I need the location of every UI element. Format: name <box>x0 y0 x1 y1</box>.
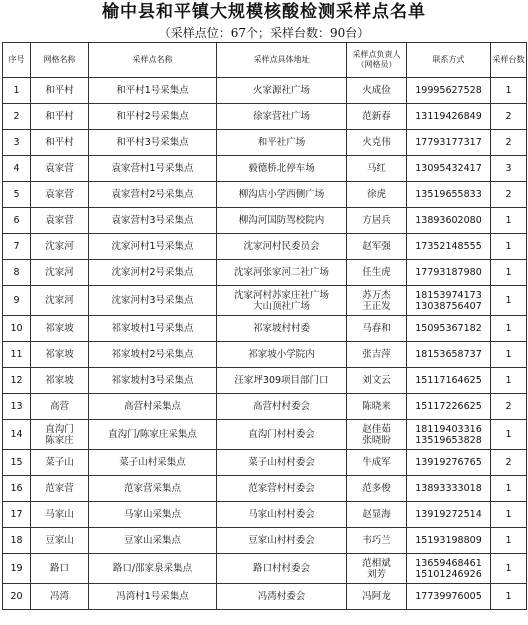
cell-grid: 祁家坡 <box>31 316 89 342</box>
cell-phone: 13893333018 <box>407 476 491 502</box>
cell-no: 16 <box>3 476 31 502</box>
cell-site: 祁家坡村3号采集点 <box>89 368 217 394</box>
cell-person: 火克伟 <box>347 130 407 156</box>
cell-grid: 高营 <box>31 394 89 420</box>
table-row <box>3 450 527 476</box>
cell-count: 3 <box>491 156 527 182</box>
cell-phone: 17352148555 <box>407 234 491 260</box>
cell-phone: 15095367182 <box>407 316 491 342</box>
table-row <box>3 502 527 528</box>
cell-site: 和平村1号采集点 <box>89 78 217 104</box>
cell-grid: 袁家营 <box>31 208 89 234</box>
cell-grid: 马家山 <box>31 502 89 528</box>
cell-grid: 范家营 <box>31 476 89 502</box>
cell-site: 和平村3号采集点 <box>89 130 217 156</box>
cell-address-line: 大山顶社广场 <box>252 300 310 312</box>
cell-person: 冯阿龙 <box>347 584 407 610</box>
cell-address: 冯湾村委会 <box>217 584 347 610</box>
table-row <box>3 130 527 156</box>
cell-address: 高营村村委会 <box>217 394 347 420</box>
cell-person: 马春和 <box>347 316 407 342</box>
cell-count: 1 <box>491 476 527 502</box>
table-row <box>3 584 527 610</box>
table-row <box>3 554 527 584</box>
cell-count: 1 <box>491 554 527 584</box>
table-body <box>3 78 527 610</box>
cell-count: 1 <box>491 260 527 286</box>
column-header-no: 序号 <box>3 43 31 78</box>
cell-no: 9 <box>3 286 31 316</box>
cell-count: 1 <box>491 528 527 554</box>
cell-phone <box>407 286 491 316</box>
cell-address: 毅德桥北停车场 <box>217 156 347 182</box>
table-row <box>3 286 527 316</box>
cell-count: 1 <box>491 208 527 234</box>
cell-address: 直沟门村村委会 <box>217 420 347 450</box>
table-row <box>3 260 527 286</box>
cell-no: 19 <box>3 554 31 584</box>
cell-no: 8 <box>3 260 31 286</box>
cell-person-line: 苏万杰 <box>362 289 391 301</box>
cell-person-line: 张晓盼 <box>362 434 391 446</box>
column-header-person: 采样点负责人（网格员） <box>347 43 407 78</box>
cell-person: 马红 <box>347 156 407 182</box>
cell-address: 沈家河张家河二社广场 <box>217 260 347 286</box>
cell-address: 豆家山村村委会 <box>217 528 347 554</box>
cell-no: 10 <box>3 316 31 342</box>
cell-grid: 沈家河 <box>31 286 89 316</box>
column-header-site: 采样点名称 <box>89 43 217 78</box>
cell-no: 3 <box>3 130 31 156</box>
cell-address: 范家营村村委会 <box>217 476 347 502</box>
cell-person <box>347 420 407 450</box>
cell-address: 火家源社广场 <box>217 78 347 104</box>
cell-address-line: 沈家河村苏家庄社广场 <box>233 289 329 301</box>
cell-grid: 豆家山 <box>31 528 89 554</box>
cell-phone-line: 15101246926 <box>415 568 482 580</box>
cell-count: 1 <box>491 234 527 260</box>
table-row <box>3 182 527 208</box>
table-row <box>3 476 527 502</box>
cell-person: 张吉萍 <box>347 342 407 368</box>
cell-phone-line: 13038756407 <box>415 300 482 312</box>
cell-site: 沈家河村1号采集点 <box>89 234 217 260</box>
cell-phone: 15117226625 <box>407 394 491 420</box>
cell-count: 1 <box>491 342 527 368</box>
cell-no: 1 <box>3 78 31 104</box>
cell-site: 袁家营村3号采集点 <box>89 208 217 234</box>
table-row <box>3 104 527 130</box>
cell-person: 赵显海 <box>347 502 407 528</box>
page-subtitle: （采样点位：67个；采样台数：90台） <box>158 26 370 40</box>
table-row <box>3 78 527 104</box>
sampling-site-table <box>2 42 527 610</box>
cell-phone-line: 18119403316 <box>415 423 482 435</box>
cell-phone: 13919272514 <box>407 502 491 528</box>
cell-person: 牛成军 <box>347 450 407 476</box>
cell-no: 17 <box>3 502 31 528</box>
cell-grid: 祁家坡 <box>31 342 89 368</box>
cell-count: 2 <box>491 450 527 476</box>
cell-phone: 13919276765 <box>407 450 491 476</box>
cell-site: 沈家河村2号采集点 <box>89 260 217 286</box>
cell-person: 韦巧兰 <box>347 528 407 554</box>
cell-grid: 袁家营 <box>31 156 89 182</box>
cell-person-line: 王正发 <box>362 300 391 312</box>
cell-person: 刘文云 <box>347 368 407 394</box>
cell-grid: 袁家营 <box>31 182 89 208</box>
cell-phone-line: 18153974173 <box>415 289 482 301</box>
cell-phone: 15117164625 <box>407 368 491 394</box>
table-row <box>3 342 527 368</box>
cell-address: 沈家河村民委员会 <box>217 234 347 260</box>
cell-grid: 沈家河 <box>31 260 89 286</box>
cell-no: 7 <box>3 234 31 260</box>
cell-no: 4 <box>3 156 31 182</box>
cell-site: 冯湾村1号采集点 <box>89 584 217 610</box>
cell-address <box>217 286 347 316</box>
table-row <box>3 156 527 182</box>
cell-grid-line: 陈家庄 <box>45 434 74 446</box>
cell-count: 1 <box>491 316 527 342</box>
cell-address: 祁家坡小学院内 <box>217 342 347 368</box>
cell-person: 火成俭 <box>347 78 407 104</box>
table-header-row <box>3 43 527 78</box>
cell-phone: 19995627528 <box>407 78 491 104</box>
cell-person-line: 赵佳茹 <box>362 423 391 435</box>
cell-phone <box>407 420 491 450</box>
cell-person: 陈晓来 <box>347 394 407 420</box>
table-row <box>3 316 527 342</box>
cell-address: 汪家坪309项目部门口 <box>217 368 347 394</box>
table-row <box>3 528 527 554</box>
cell-count: 1 <box>491 420 527 450</box>
cell-person: 范多俊 <box>347 476 407 502</box>
cell-person: 方居兵 <box>347 208 407 234</box>
cell-grid: 祁家坡 <box>31 368 89 394</box>
cell-person-line: 刘芳 <box>366 568 386 580</box>
cell-site: 高营村采集点 <box>89 394 217 420</box>
cell-address: 路口村村委会 <box>217 554 347 584</box>
cell-site: 马家山采集点 <box>89 502 217 528</box>
cell-person <box>347 554 407 584</box>
cell-phone: 17739976005 <box>407 584 491 610</box>
cell-address: 马家山村村委会 <box>217 502 347 528</box>
cell-count: 2 <box>491 182 527 208</box>
cell-address: 和平社广场 <box>217 130 347 156</box>
column-header-count: 采样台数 <box>491 43 527 78</box>
column-header-phone: 联系方式 <box>407 43 491 78</box>
cell-phone-line: 13659468461 <box>415 557 482 569</box>
cell-site: 直沟门/陈家庄采集点 <box>89 420 217 450</box>
cell-phone: 15193198809 <box>407 528 491 554</box>
cell-person: 任生虎 <box>347 260 407 286</box>
cell-count: 1 <box>491 286 527 316</box>
column-header-grid: 网格名称 <box>31 43 89 78</box>
cell-site: 沈家河村3号采集点 <box>89 286 217 316</box>
cell-grid-line: 直沟门 <box>45 423 74 435</box>
table-row <box>3 234 527 260</box>
cell-site: 和平村2号采集点 <box>89 104 217 130</box>
cell-person: 徐虎 <box>347 182 407 208</box>
cell-phone <box>407 554 491 584</box>
cell-grid: 和平村 <box>31 78 89 104</box>
cell-address: 徐家营社广场 <box>217 104 347 130</box>
cell-no: 2 <box>3 104 31 130</box>
cell-grid <box>31 420 89 450</box>
page-title: 榆中县和平镇大规模核酸检测采样点名单 <box>102 2 426 22</box>
cell-count: 1 <box>491 78 527 104</box>
cell-grid: 冯湾 <box>31 584 89 610</box>
cell-no: 14 <box>3 420 31 450</box>
cell-person <box>347 286 407 316</box>
table-row <box>3 394 527 420</box>
column-header-address: 采样点具体地址 <box>217 43 347 78</box>
cell-count: 1 <box>491 584 527 610</box>
cell-person-line: 范相斌 <box>362 557 391 569</box>
cell-count: 1 <box>491 502 527 528</box>
cell-no: 13 <box>3 394 31 420</box>
cell-person: 赵军强 <box>347 234 407 260</box>
cell-phone: 18153658737 <box>407 342 491 368</box>
cell-phone: 17793187980 <box>407 260 491 286</box>
cell-no: 11 <box>3 342 31 368</box>
cell-site: 祁家坡村1号采集点 <box>89 316 217 342</box>
cell-site: 路口/邵家泉采集点 <box>89 554 217 584</box>
cell-site: 范家营采集点 <box>89 476 217 502</box>
cell-site: 菜子山村采集点 <box>89 450 217 476</box>
cell-no: 6 <box>3 208 31 234</box>
cell-phone: 13893602080 <box>407 208 491 234</box>
cell-site: 袁家营村2号采集点 <box>89 182 217 208</box>
cell-phone: 13095432417 <box>407 156 491 182</box>
cell-grid: 路口 <box>31 554 89 584</box>
cell-site: 祁家坡村2号采集点 <box>89 342 217 368</box>
cell-address: 柳沟店小学西侧广场 <box>217 182 347 208</box>
cell-address: 祁家坡村村委 <box>217 316 347 342</box>
cell-count: 1 <box>491 368 527 394</box>
cell-grid: 和平村 <box>31 104 89 130</box>
cell-no: 12 <box>3 368 31 394</box>
cell-phone-line: 13519653828 <box>415 434 482 446</box>
cell-site: 袁家营村1号采集点 <box>89 156 217 182</box>
cell-person: 范新春 <box>347 104 407 130</box>
cell-no: 5 <box>3 182 31 208</box>
cell-phone: 13519655833 <box>407 182 491 208</box>
cell-no: 18 <box>3 528 31 554</box>
cell-phone: 17793177317 <box>407 130 491 156</box>
cell-count: 2 <box>491 394 527 420</box>
cell-phone: 13119426849 <box>407 104 491 130</box>
cell-site: 豆家山采集点 <box>89 528 217 554</box>
table-row <box>3 420 527 450</box>
table-row <box>3 208 527 234</box>
cell-count: 2 <box>491 104 527 130</box>
cell-address: 菜子山村村委会 <box>217 450 347 476</box>
cell-count: 2 <box>491 130 527 156</box>
cell-no: 20 <box>3 584 31 610</box>
cell-no: 15 <box>3 450 31 476</box>
cell-address: 柳沟河国防驾校院内 <box>217 208 347 234</box>
cell-grid: 沈家河 <box>31 234 89 260</box>
cell-grid: 和平村 <box>31 130 89 156</box>
table-row <box>3 368 527 394</box>
cell-grid: 菜子山 <box>31 450 89 476</box>
